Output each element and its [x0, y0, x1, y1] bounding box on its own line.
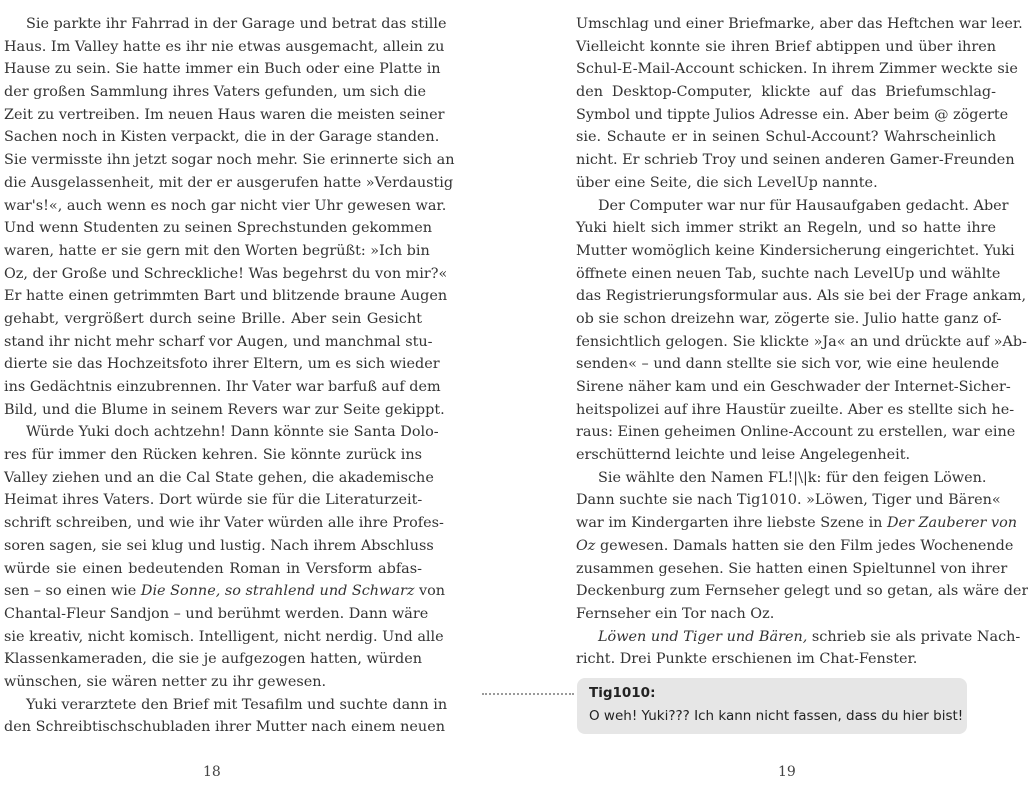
text-line: Valley ziehen und an die Cal State gehen, die akademische: [4, 469, 434, 486]
text-line: Dann suchte sie nach Tig1010. »Löwen, Tiger und Bären«: [576, 492, 1001, 509]
film-title-italic: Der Zauberer von: [887, 515, 1018, 532]
text-line-mixed: [576, 512, 1018, 535]
text-line: Vielleicht konnte sie ihren Brief abtippen und über ihren: [576, 38, 996, 55]
text-line: Zeit zu vertreiben. Im neuen Haus waren die meisten seiner: [4, 106, 445, 123]
text-line: nicht. Er schrieb Troy und seinen anderen Gamer-Freunden: [576, 152, 1015, 169]
right-page-text: [576, 13, 1028, 671]
text-line: zusammen gesehen. Sie hatten einen Spieltunnel von ihrer: [576, 560, 1008, 577]
text-line: wünschen, sie wären netter zu ihr gewesen.: [4, 673, 327, 690]
text-line: Bild, und die Blume in seinem Revers war zur Seite gekippt.: [4, 401, 445, 418]
left-page-text: [4, 13, 455, 739]
text-line: fensichtlich gelogen. Sie klickte »Ja« an und drückte auf »Ab-: [576, 333, 1027, 350]
text-line: Sie wählte den Namen FL!|\|k: für den feigen Löwen.: [598, 469, 987, 486]
page-number: 18: [203, 764, 221, 780]
text-line: Würde Yuki doch achtzehn! Dann könnte sie Santa Dolo-: [26, 424, 439, 441]
text-line: Deckenburg zum Fernseher gelegt und so getan, als wäre der: [576, 583, 1028, 600]
text-line: den Desktop-Computer, klickte auf das Briefumschlag-: [576, 84, 996, 101]
text-line: sie. Schaute er in seinen Schul-Account? Wahrscheinlich: [576, 129, 996, 146]
text-line: soren sagen, sie sei klug und lustig. Nach ihrem Abschluss: [4, 537, 434, 554]
text-line: Schul-E-Mail-Account schicken. In ihrem Zimmer weckte sie: [576, 61, 1018, 78]
text-line: heitspolizei auf ihre Haustür zueilte. Aber es stellte sich he-: [576, 401, 1015, 418]
text-line: Yuki hielt sich immer strikt an Regeln, und so hatte ihre: [576, 220, 996, 237]
chat-message-bubble: [577, 678, 967, 734]
text-line: der großen Sammlung ihres Vaters gefunden, um sich die: [4, 84, 427, 101]
text-line: Er hatte einen getrimmten Bart und blitzende braune Augen: [4, 288, 448, 305]
chat-message-text: O weh! Yuki??? Ich kann nicht fassen, dass du hier bist!: [589, 708, 964, 724]
film-title-italic: Oz: [576, 537, 596, 554]
chat-sender-name: Tig1010:: [589, 685, 656, 701]
text-line: Sachen noch in Kisten verpackt, die in der Garage standen.: [4, 129, 440, 146]
text-line-mixed: [4, 580, 446, 603]
message-quote-italic: Löwen und Tiger und Bären,: [598, 628, 808, 645]
text-line: Der Computer war nur für Hausaufgaben gedacht. Aber: [598, 197, 1009, 214]
text-segment: sen – so einen wie: [4, 583, 141, 600]
text-line: Heimat ihres Vaters. Dort würde sie für die Literaturzeit-: [4, 492, 423, 509]
book-title-italic: Die Sonne, so strahlend und Schwarz: [140, 583, 415, 600]
text-line: senden« – und dann stellte sie sich vor, wie eine heulende: [576, 356, 1000, 373]
text-line: dierte sie das Hochzeitsfoto ihrer Eltern, um es sich wieder: [4, 356, 440, 373]
text-line: Sie vermisste ihn jetzt sogar noch mehr. Sie erinnerte sich an: [4, 152, 455, 169]
left-page: [0, 0, 500, 800]
text-line: ins Gedächtnis einzubrennen. Ihr Vater war barfuß auf dem: [4, 379, 441, 395]
text-line: das Registrierungsformular aus. Als sie bei der Frage ankam,: [576, 288, 1027, 305]
text-line: über eine Seite, die sich LevelUp nannte.: [576, 174, 878, 191]
text-line: Oz, der Große und Schreckliche! Was begehrst du von mir?«: [4, 265, 448, 282]
text-line: stand ihr nicht mehr scharf vor Augen, und manchmal stu-: [4, 333, 433, 350]
text-segment: von: [414, 583, 446, 600]
text-line: Symbol und tippte Julios Adresse ein. Aber beim @ zögerte: [576, 106, 1009, 123]
text-line: Klassenkameraden, die sie je aufgezogen hatten, würden: [4, 651, 422, 668]
text-line: sie kreativ, nicht komisch. Intelligent, nicht nerdig. Und alle: [4, 628, 444, 645]
text-line: Sie parkte ihr Fahrrad in der Garage und betrat das stille: [26, 16, 447, 32]
text-line: Yuki verarztete den Brief mit Tesafilm und suchte dann in: [26, 696, 448, 713]
text-line: Sirene näher kam und ein Geschwader der Internet-Sicher-: [576, 379, 1011, 395]
text-segment: war im Kindergarten ihre liebste Szene in: [576, 515, 888, 532]
text-line: den Schreibtischschubladen ihrer Mutter nach einem neuen: [4, 719, 445, 736]
page-number: 19: [778, 764, 796, 780]
text-line: war's!«, auch wenn es noch gar nicht vier Uhr gewesen war.: [4, 197, 447, 214]
text-line: Mutter womöglich keine Kindersicherung eingerichtet. Yuki: [576, 242, 1015, 259]
text-line: Hause zu sein. Sie hatte immer ein Buch oder eine Platte in: [4, 61, 441, 78]
text-line: würde sie einen bedeutenden Roman in Versform abfas-: [4, 560, 422, 577]
text-line: gehabt, vergrößert durch seine Brille. Aber sein Gesicht: [4, 310, 422, 327]
text-line: erschütternd leichte und leise Angelegenheit.: [576, 447, 911, 464]
text-line-mixed: [576, 626, 1021, 649]
text-line: Und wenn Studenten zu seinen Sprechstunden gekommen: [4, 220, 432, 237]
text-line: Haus. Im Valley hatte es ihr nie etwas ausgemacht, allein zu: [4, 38, 445, 55]
text-line: Chantal-Fleur Sandjon – und berühmt werden. Dann wäre: [4, 605, 429, 622]
text-segment: schrieb sie als private Nach-: [807, 628, 1021, 645]
chat-dotted-leader: [482, 690, 574, 695]
text-line: schrift schreiben, und wie ihr Vater würden alle ihre Profes-: [4, 515, 444, 532]
text-segment: gewesen. Damals hatten sie den Film jedes Wochenende: [595, 537, 1014, 554]
text-line-mixed: [576, 535, 1014, 558]
text-line: res für immer den Rücken kehren. Sie könnte zurück ins: [4, 447, 422, 464]
text-line: Fernseher ein Tor nach Oz.: [576, 605, 775, 622]
text-line: ob sie schon dreizehn war, zögerte sie. Julio hatte ganz of-: [576, 310, 1002, 327]
text-line: Umschlag und einer Briefmarke, aber das Heftchen war leer.: [576, 16, 1023, 32]
text-line: waren, hatte er sie gern mit den Worten begrüßt: »Ich bin: [4, 242, 430, 259]
text-line: die Ausgelassenheit, mit der er ausgerufen hatte »Verdaustig: [4, 174, 454, 191]
text-line: raus: Einen geheimen Online-Account zu erstellen, war eine: [576, 424, 1016, 441]
text-line: richt. Drei Punkte erschienen im Chat-Fenster.: [576, 651, 918, 668]
text-line: öffnete einen neuen Tab, suchte nach LevelUp und wählte: [576, 265, 1001, 282]
